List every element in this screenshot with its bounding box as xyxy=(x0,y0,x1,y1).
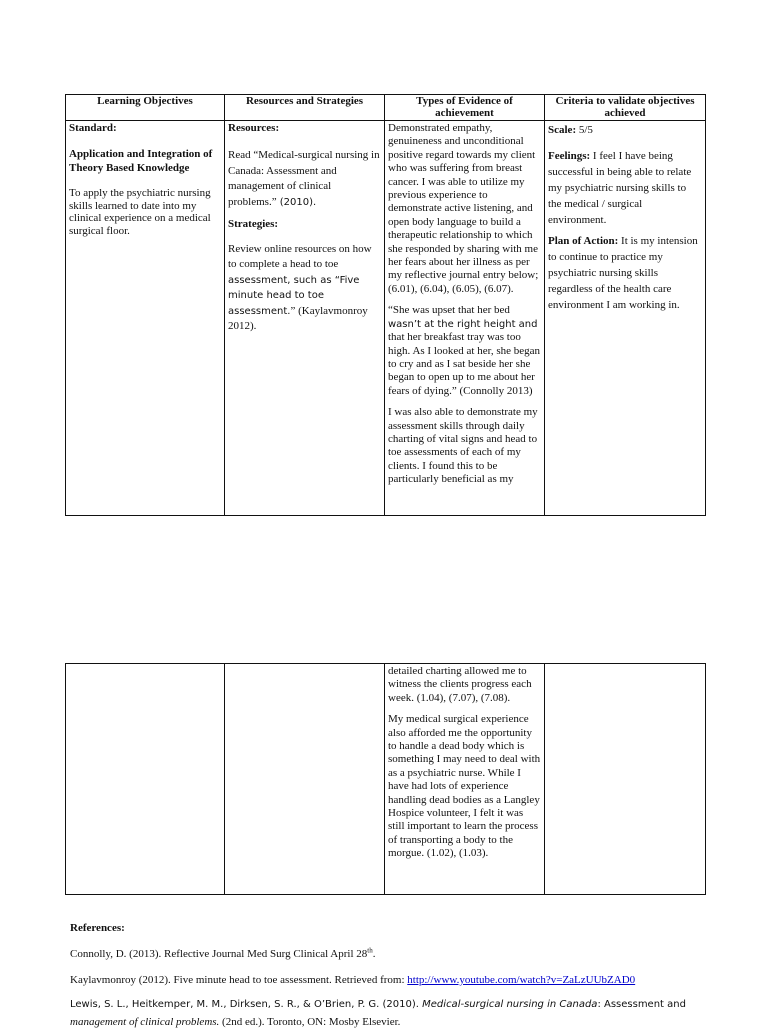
scale-value: 5/5 xyxy=(578,124,593,136)
standard-label: Standard: xyxy=(69,122,117,134)
evidence-paragraph-assessment: I was also able to demonstrate my assessment skills through daily charting of vital signs and head to toe assessments of each of my clients. I found this to be particularly beneficial as my xyxy=(388,406,538,486)
standard-heading: Application and Integration of Theory Based Knowledge xyxy=(69,148,213,174)
reference-kaylavmonroy: Kaylavmonroy (2012). Five minute head to toe assessment. Retrieved from: http://www.youtube.com/watch?v=ZaLzUUbZAD0 xyxy=(70,974,636,986)
resources-label: Resources: xyxy=(228,122,280,134)
reference-lewis-line1: Lewis, S. L., Heitkemper, M. M., Dirksen, S. R., & O’Brien, P. G. (2010). Medical-surgical nursing in Canada: Assessment and xyxy=(70,999,686,1010)
resources-read-text: Read “Medical-surgical nursing in Canada: Assessment and management of clinical problems.” (2010). xyxy=(228,149,380,208)
evidence-cell xyxy=(385,121,545,516)
resources-cell xyxy=(225,121,385,516)
objective-text: To apply the psychiatric nursing skills learned to date into my clinical experience on a medical surgical floor. xyxy=(69,187,211,237)
objectives-cell xyxy=(66,121,225,516)
evidence-charting-continued: detailed charting allowed me to witness the clients progress each week. (1.04), (7.07), (7.08). xyxy=(388,665,532,704)
header-criteria: Criteria to validate objectives achieved xyxy=(545,95,706,121)
youtube-link[interactable]: http://www.youtube.com/watch?v=ZaLzUUbZAD0 xyxy=(407,974,636,986)
criteria-cell-continued xyxy=(545,664,706,895)
learning-objectives-table xyxy=(65,94,706,516)
reference-connolly: Connolly, D. (2013). Reflective Journal Med Surg Clinical April 28th. xyxy=(70,946,376,960)
header-types-of-evidence: Types of Evidence of achievement xyxy=(385,95,545,121)
plan-of-action-text: Plan of Action: It is my intension to continue to practice my psychiatric nursing skills regardless of the health care environment I am working in. xyxy=(548,235,698,311)
strategies-label: Strategies: xyxy=(228,218,279,231)
header-resources-strategies: Resources and Strategies xyxy=(225,95,385,121)
strategies-text: Review online resources on how to complete a head to toe assessment, such as “Five minute head to toe assessment.” (Kaylavmonroy 2012). xyxy=(228,242,372,333)
evidence-dead-body: My medical surgical experience also afforded me the opportunity to handle a dead body which is something I may need to deal with as a psychiatric nurse. While I have had lots of experience handling dead bodies as a Langley Hospice volunteer, I felt it was still important to learn the process of transporting a body to the morgue. (1.02), (1.03). xyxy=(388,713,541,860)
evidence-paragraph-empathy: Demonstrated empathy, genuineness and unconditional positive regard towards my client who was suffering from breast cancer. I was able to utilize my previous experience to demonstrate active listening, and open body language to build a therapeutic relationship to which she responded by sharing with me her fears about her illness as per my reflective journal entry below; (6.01), (6.04), (6.05), (6.07). xyxy=(388,122,539,295)
references-heading: References: xyxy=(70,922,125,934)
objectives-cell-continued xyxy=(66,664,225,895)
reference-lewis-line2: management of clinical problems. (2nd ed.). Toronto, ON: Mosby Elsevier. xyxy=(70,1016,401,1028)
feelings-text: Feelings: I feel I have being successful in being able to relate my psychiatric nursing skills to the medical / surgical environment. xyxy=(548,150,692,226)
criteria-cell xyxy=(545,121,706,516)
header-learning-objectives: Learning Objectives xyxy=(66,95,225,121)
scale-line: Scale: 5/5 xyxy=(548,124,593,136)
resources-cell-continued xyxy=(225,664,385,895)
learning-objectives-table-continued xyxy=(65,663,706,895)
evidence-cell-continued xyxy=(385,664,545,895)
evidence-journal-quote: “She was upset that her bed wasn’t at the right height and that her breakfast tray was too high. As I looked at her, she began to cry and as I sat beside her she began to open up to me about her fears of dying.” (Connolly 2013) xyxy=(388,304,540,397)
